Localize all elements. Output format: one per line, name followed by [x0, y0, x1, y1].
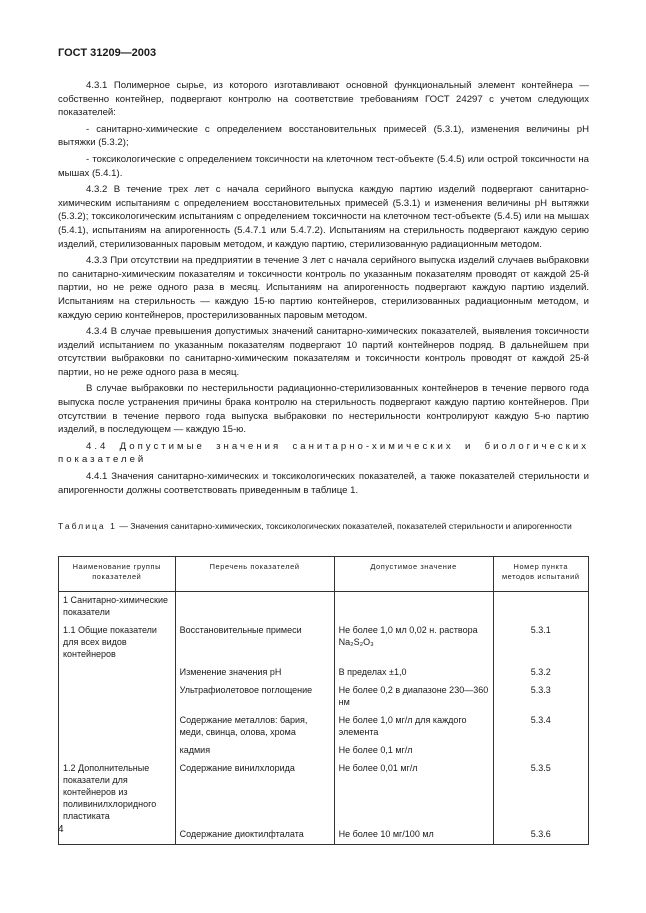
cell-value — [334, 592, 493, 623]
cell-indicator: кадмия — [175, 742, 334, 760]
cell-indicator: Содержание металлов: бария, меди, свинца, олова, хрома — [175, 712, 334, 742]
paragraph-4-3-2: 4.3.2 В течение трех лет с начала серийного выпуска каждую партию изделий подвергают санитарно-химическим испытаниям с определением восстановительных примесей (5.3.1) и изменения величины pH вытяжки (5.3.2); токсикологическим испытаниям с определением токсичности на клеточном тест-объекте (5.4.5) или на мышах (5.4.1), испытаниям на апирогенность (5.4.7.1 или 5.4.7.2). Испытаниям на стерильность подвергают каждую серию изделий, стерилизованных паровым методом, и каждую партию, стерилизованную радиационным методом. — [58, 184, 589, 250]
cell-method — [493, 592, 588, 623]
table-header-row — [59, 557, 589, 592]
paragraph-4-3-4-continued: В случае выбраковки по нестерильности радиационно-стерилизованных контейнеров в течение первого года выпуска после устранения причины брака контролю на стерильность подвергают каждую партию контейнеров. При отсутствии в течение первого года выпуска выбраковки по нестерильности контролируют каждую 5-ю партию изделий, в последующем — каждую 15-ю. — [58, 383, 589, 436]
cell-group: 1 Санитарно-химические показатели — [59, 592, 176, 623]
cell-value: Не более 10 мг/100 мл — [334, 826, 493, 845]
paragraph-4-4-1: 4.4.1 Значения санитарно-химических и токсикологических показателей, а также показателей стерильности и апирогенности должны соответствовать приведенным в таблице 1. — [58, 471, 589, 496]
standard-header: ГОСТ 31209—2003 — [58, 47, 157, 59]
cell-method: 5.3.5 — [493, 760, 588, 826]
table-caption-text: — Значения санитарно-химических, токсикологических показателей, показателей стерильности и апирогенности — [116, 521, 572, 531]
cell-method: 5.3.6 — [493, 826, 588, 845]
table-caption — [58, 520, 589, 532]
paragraph-4-3-1-item-a: - санитарно-химические с определением восстановительных примесей (5.3.1), изменения величины pH вытяжки (5.3.2); — [58, 123, 589, 149]
col-header-test-method: Номер пункта методов испытаний — [493, 557, 588, 592]
table-row — [59, 664, 589, 682]
table-row — [59, 742, 589, 760]
col-header-group: Наименование группы показателей — [59, 557, 176, 592]
table-row — [59, 712, 589, 742]
cell-group: 1.2 Дополнительные показатели для контейнеров из поливинилхлоридного пластиката — [59, 760, 176, 826]
cell-group — [59, 826, 176, 845]
col-header-indicators: Перечень показателей — [175, 557, 334, 592]
table-row — [59, 592, 589, 623]
cell-indicator: Содержание винилхлорида — [175, 760, 334, 826]
cell-indicator: Ультрафиолетовое поглощение — [175, 682, 334, 712]
page-number: 4 — [58, 824, 64, 835]
section-heading-4-4: 4.4 Допустимые значения санитарно-химических и биологических показателей — [58, 440, 589, 466]
cell-value: Не более 1,0 мл 0,02 н. раствора Na₂S₂O₃ — [334, 622, 493, 664]
table-1 — [58, 556, 589, 845]
cell-indicator: Содержание диоктилфталата — [175, 826, 334, 845]
cell-value: Не более 0,2 в диапазоне 230—360 нм — [334, 682, 493, 712]
cell-value: Не более 1,0 мг/л для каждого элемента — [334, 712, 493, 742]
cell-value: В пределах ±1,0 — [334, 664, 493, 682]
cell-group — [59, 664, 176, 682]
cell-group: 1.1 Общие показатели для всех видов контейнеров — [59, 622, 176, 664]
cell-indicator: Восстановительные примеси — [175, 622, 334, 664]
cell-method: 5.3.2 — [493, 664, 588, 682]
table-row — [59, 622, 589, 664]
cell-indicator — [175, 592, 334, 623]
paragraph-4-3-1-item-b: - токсикологические с определением токсичности на клеточном тест-объекте (5.4.5) или острой токсичности на мышах (5.4.1). — [58, 153, 589, 179]
document-body — [58, 79, 589, 497]
paragraph-4-3-1: 4.3.1 Полимерное сырье, из которого изготавливают основной функциональный элемент контейнера — собственно контейнер, подвергают контролю на соответствие требованиям ГОСТ 24297 с учетом следующих показателей: — [58, 80, 589, 119]
table-row — [59, 682, 589, 712]
col-header-permissible-value: Допустимое значение — [334, 557, 493, 592]
table-row — [59, 826, 589, 845]
cell-group — [59, 682, 176, 712]
paragraph-4-3-4: 4.3.4 В случае превышения допустимых значений санитарно-химических показателей, выявления токсичности изделий испытанием по указанным показателям подвергают 10 партий контейнеров подряд. В дальнейшем при отсутствии выбраковки по санитарно-химическим показателям и токсичности контроль проводят от каждой 25-й партии, но не реже одного раза в месяц. — [58, 326, 589, 378]
cell-value: Не более 0,1 мг/л — [334, 742, 493, 760]
table-row — [59, 760, 589, 826]
cell-indicator: Изменение значения pH — [175, 664, 334, 682]
cell-method — [493, 742, 588, 760]
cell-value: Не более 0,01 мг/л — [334, 760, 493, 826]
table-caption-label: Таблица 1 — [58, 521, 117, 531]
paragraph-4-3-3: 4.3.3 При отсутствии на предприятии в течение 3 лет с начала серийного выпуска изделий случаев выбраковки по санитарно-химическим показателям и токсичности контроль по указанным показателям проводят от каждой 25-й партии, но не реже одного раза в месяц. Испытаниям на апирогенность подвергают каждую партию изделий. Испытаниям на стерильность — каждую 15-ю партию контейнеров, стерилизованных радиационным методом, и каждую серию контейнеров, простерилизованных паровым методом. — [58, 255, 589, 321]
cell-group — [59, 742, 176, 760]
cell-method: 5.3.1 — [493, 622, 588, 664]
cell-method: 5.3.4 — [493, 712, 588, 742]
cell-method: 5.3.3 — [493, 682, 588, 712]
cell-group — [59, 712, 176, 742]
